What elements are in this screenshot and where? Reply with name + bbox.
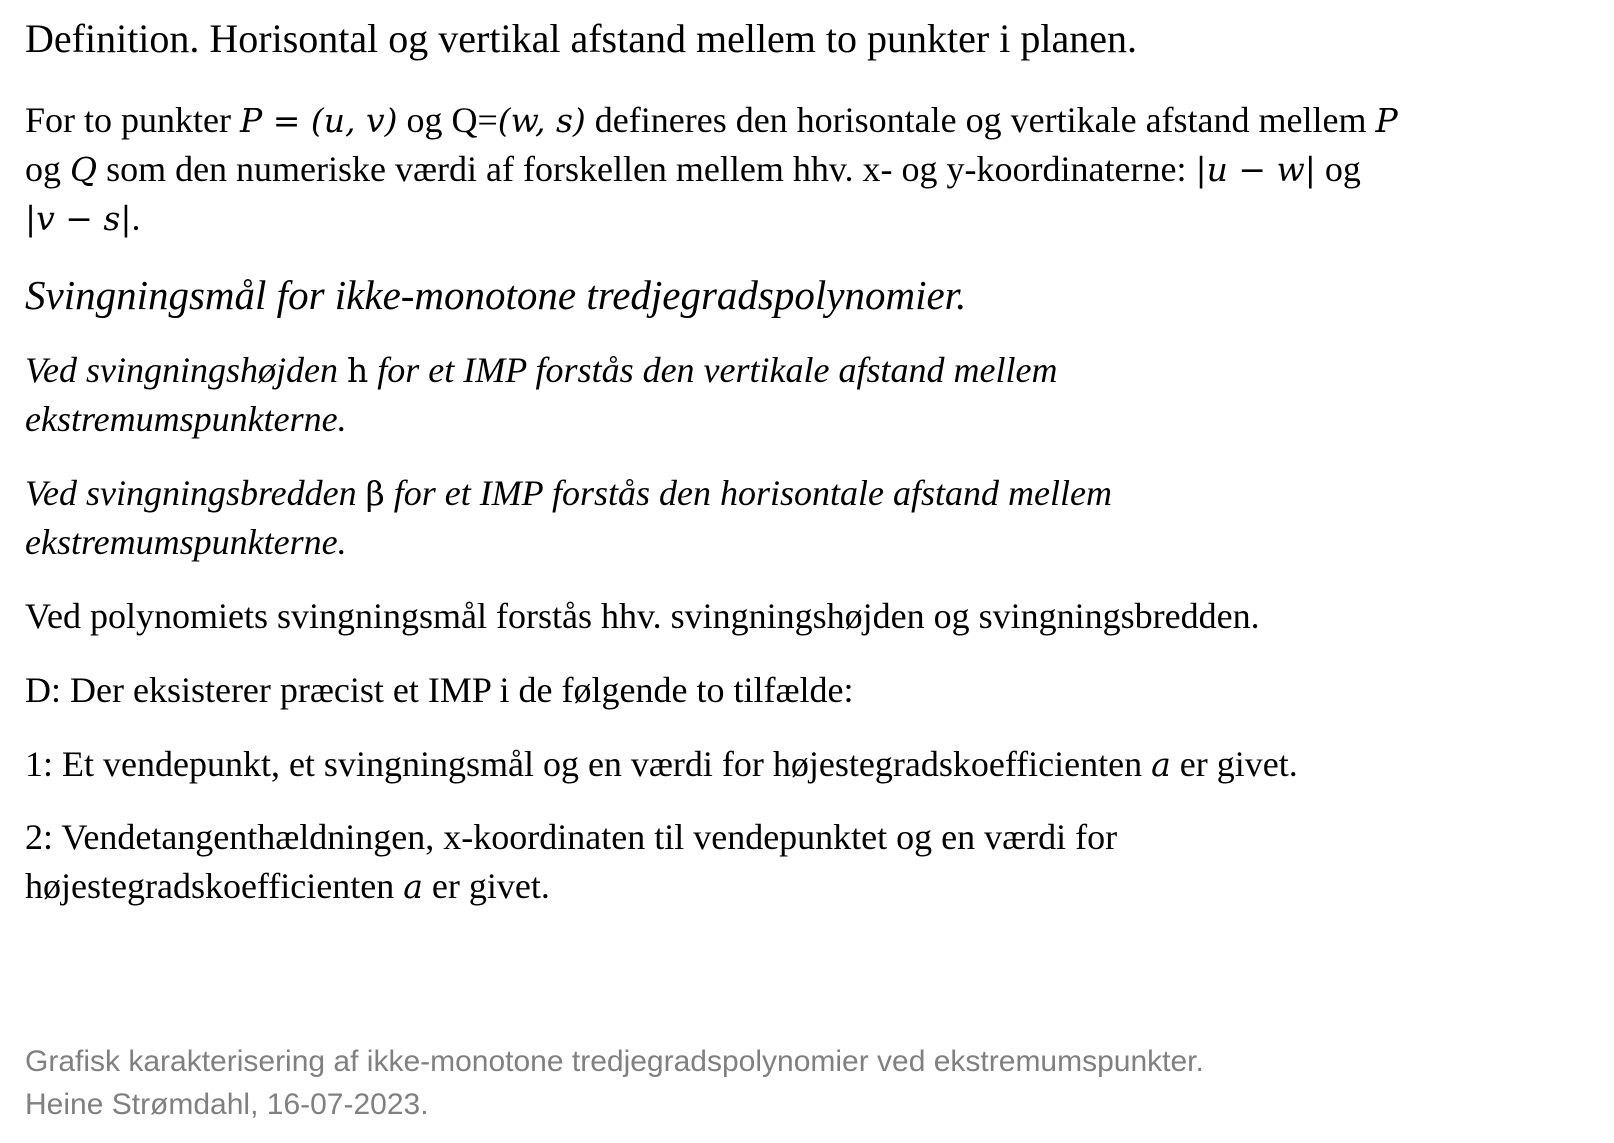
height-definition	[25, 346, 1057, 444]
definition-text-2: og Q=	[397, 100, 498, 140]
math-Q: Q	[70, 150, 98, 189]
footer-author-date: Heine Strømdahl, 16-07-2023.	[25, 1088, 429, 1121]
height-text-1: Ved svingningshøjden	[25, 350, 347, 390]
math-ws: (w, s)	[497, 101, 586, 140]
symbol-h: h	[346, 351, 369, 390]
math-P-2: P	[1375, 101, 1398, 140]
math-equals: =	[262, 101, 311, 140]
height-text-2: for et IMP forstås den vertikale afstand mellem	[368, 350, 1058, 390]
case-1	[25, 740, 1298, 789]
math-abs-u-w: |u − w|	[1195, 150, 1316, 189]
section-title: Svingningsmål for ikke-monotone tredjegradspolynomier.	[25, 272, 967, 318]
width-text-1: Ved svingningsbredden	[25, 473, 366, 513]
definition-text-1: For to punkter	[25, 100, 240, 140]
definition-text-3: defineres den horisontale og vertikale afstand mellem	[585, 100, 1376, 140]
definition-title: Definition. Horisontal og vertikal afstand mellem to punkter i planen.	[25, 16, 1137, 61]
case1-text-2: er givet.	[1170, 744, 1298, 784]
definition-text-7: .	[131, 198, 141, 238]
definition-text-6: og	[1315, 149, 1361, 189]
case2-text-2: højestegradskoefficienten	[25, 866, 404, 906]
case-2	[25, 813, 1117, 911]
symbol-a-2: a	[403, 867, 423, 906]
symbol-a: a	[1151, 745, 1171, 784]
height-text-3: ekstremumspunkterne.	[25, 399, 347, 439]
definition-text-5: som den numeriske værdi af forskellen mellem hhv. x- og y-koordinaterne:	[97, 149, 1196, 189]
width-text-3: ekstremumspunkterne.	[25, 522, 347, 562]
footer-title: Grafisk karakterisering af ikke-monotone tredjegradspolynomier ved ekstremumspunkter.	[25, 1045, 1204, 1078]
case1-text-1: 1: Et vendepunkt, et svingningsmål og en værdi for højestegradskoefficienten	[25, 744, 1152, 784]
case2-text-3: er givet.	[422, 866, 550, 906]
case2-text-1: 2: Vendetangenthældningen, x-koordinaten til vendepunktet og en værdi for	[25, 817, 1118, 857]
math-P: P	[239, 101, 263, 140]
measure-definition: Ved polynomiets svingningsmål forstås hhv. svingningshøjden og svingningsbredden.	[25, 596, 1260, 636]
d-statement: D: Der eksisterer præcist et IMP i de følgende to tilfælde:	[25, 670, 854, 710]
width-definition	[25, 469, 1112, 567]
math-abs-v-s: |v − s|	[25, 199, 132, 238]
width-text-2: for et IMP forstås den horisontale afstand mellem	[384, 473, 1112, 513]
symbol-beta: β	[365, 474, 385, 513]
definition-text-4: og	[25, 149, 70, 189]
definition-paragraph	[25, 96, 1605, 243]
math-uv: (u, v)	[310, 101, 398, 140]
